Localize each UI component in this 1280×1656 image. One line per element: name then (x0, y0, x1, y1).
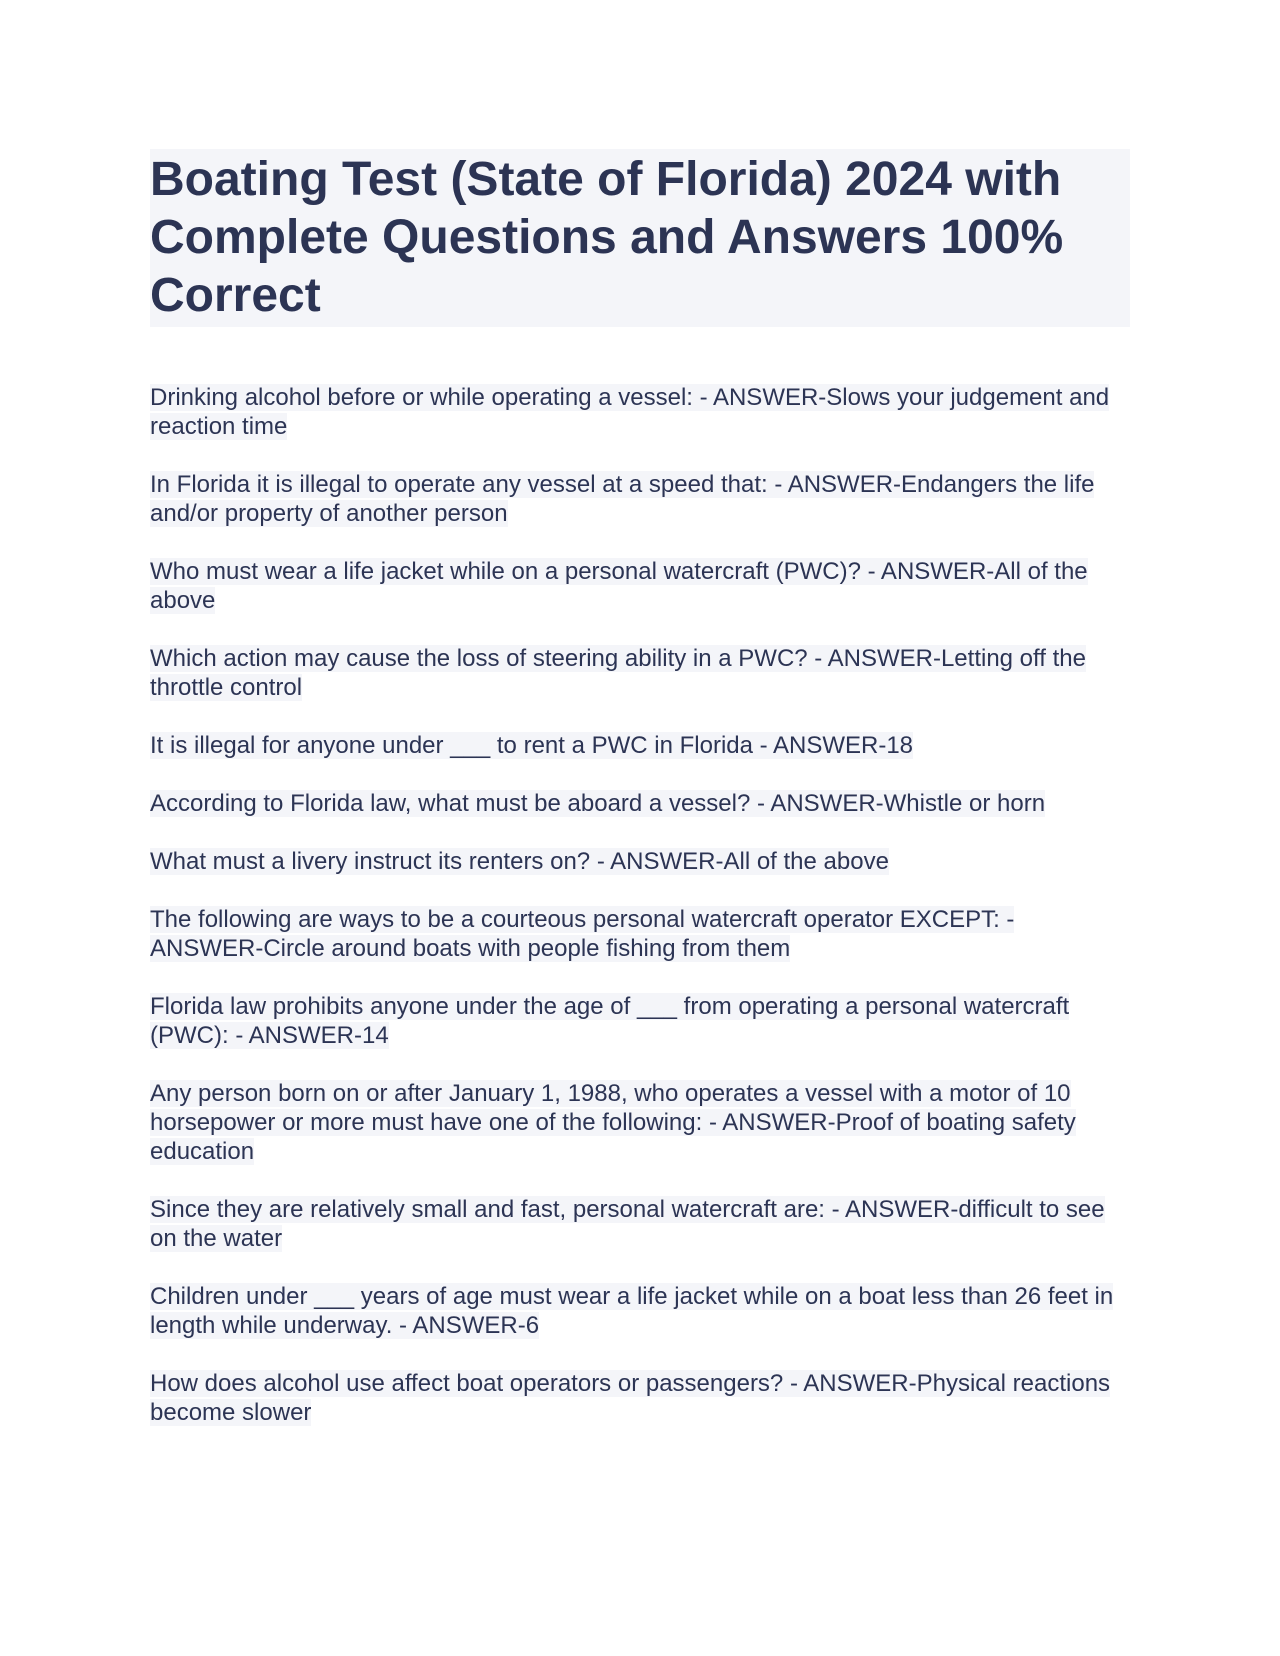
qa-item (150, 644, 1130, 702)
qa-item (150, 383, 1130, 441)
document-page (150, 149, 1130, 1456)
qa-item (150, 1195, 1130, 1253)
qa-item-text: What must a livery instruct its renters on? - ANSWER-All of the above (150, 848, 889, 875)
qa-item (150, 847, 1130, 876)
qa-item (150, 1282, 1130, 1340)
qa-item-text: Florida law prohibits anyone under the age of ___ from operating a personal watercraft (PWC): - ANSWER-14 (150, 993, 1070, 1049)
qa-item-text: Which action may cause the loss of steering ability in a PWC? - ANSWER-Letting off the throttle control (150, 645, 1086, 701)
qa-item-text: It is illegal for anyone under ___ to rent a PWC in Florida - ANSWER-18 (150, 732, 914, 759)
qa-item-text: Who must wear a life jacket while on a personal watercraft (PWC)? - ANSWER-All of the above (150, 558, 1088, 614)
qa-item (150, 470, 1130, 528)
qa-item (150, 1079, 1130, 1166)
qa-item-text: Any person born on or after January 1, 1988, who operates a vessel with a motor of 10 horsepower or more must have one of the following: - ANSWER-Proof of boating safety education (150, 1080, 1076, 1165)
qa-item-text: Children under ___ years of age must wear a life jacket while on a boat less than 26 feet in length while underway. - ANSWER-6 (150, 1283, 1114, 1339)
qa-list (150, 383, 1130, 1427)
qa-item-text: According to Florida law, what must be aboard a vessel? - ANSWER-Whistle or horn (150, 790, 1046, 817)
qa-item (150, 789, 1130, 818)
qa-item-text: Drinking alcohol before or while operating a vessel: - ANSWER-Slows your judgement and reaction time (150, 384, 1110, 440)
qa-item (150, 905, 1130, 963)
document-title: Boating Test (State of Florida) 2024 with Complete Questions and Answers 100% Correct (150, 149, 1130, 327)
qa-item-text: Since they are relatively small and fast, personal watercraft are: - ANSWER-difficult to see on the water (150, 1196, 1105, 1252)
qa-item (150, 992, 1130, 1050)
qa-item-text: How does alcohol use affect boat operators or passengers? - ANSWER-Physical reactions become slower (150, 1370, 1111, 1426)
qa-item (150, 1369, 1130, 1427)
qa-item (150, 557, 1130, 615)
qa-item-text: The following are ways to be a courteous personal watercraft operator EXCEPT: - ANSWER-Circle around boats with people fishing from them (150, 906, 1015, 962)
qa-item-text: In Florida it is illegal to operate any vessel at a speed that: - ANSWER-Endangers the life and/or property of another person (150, 471, 1095, 527)
qa-item (150, 731, 1130, 760)
